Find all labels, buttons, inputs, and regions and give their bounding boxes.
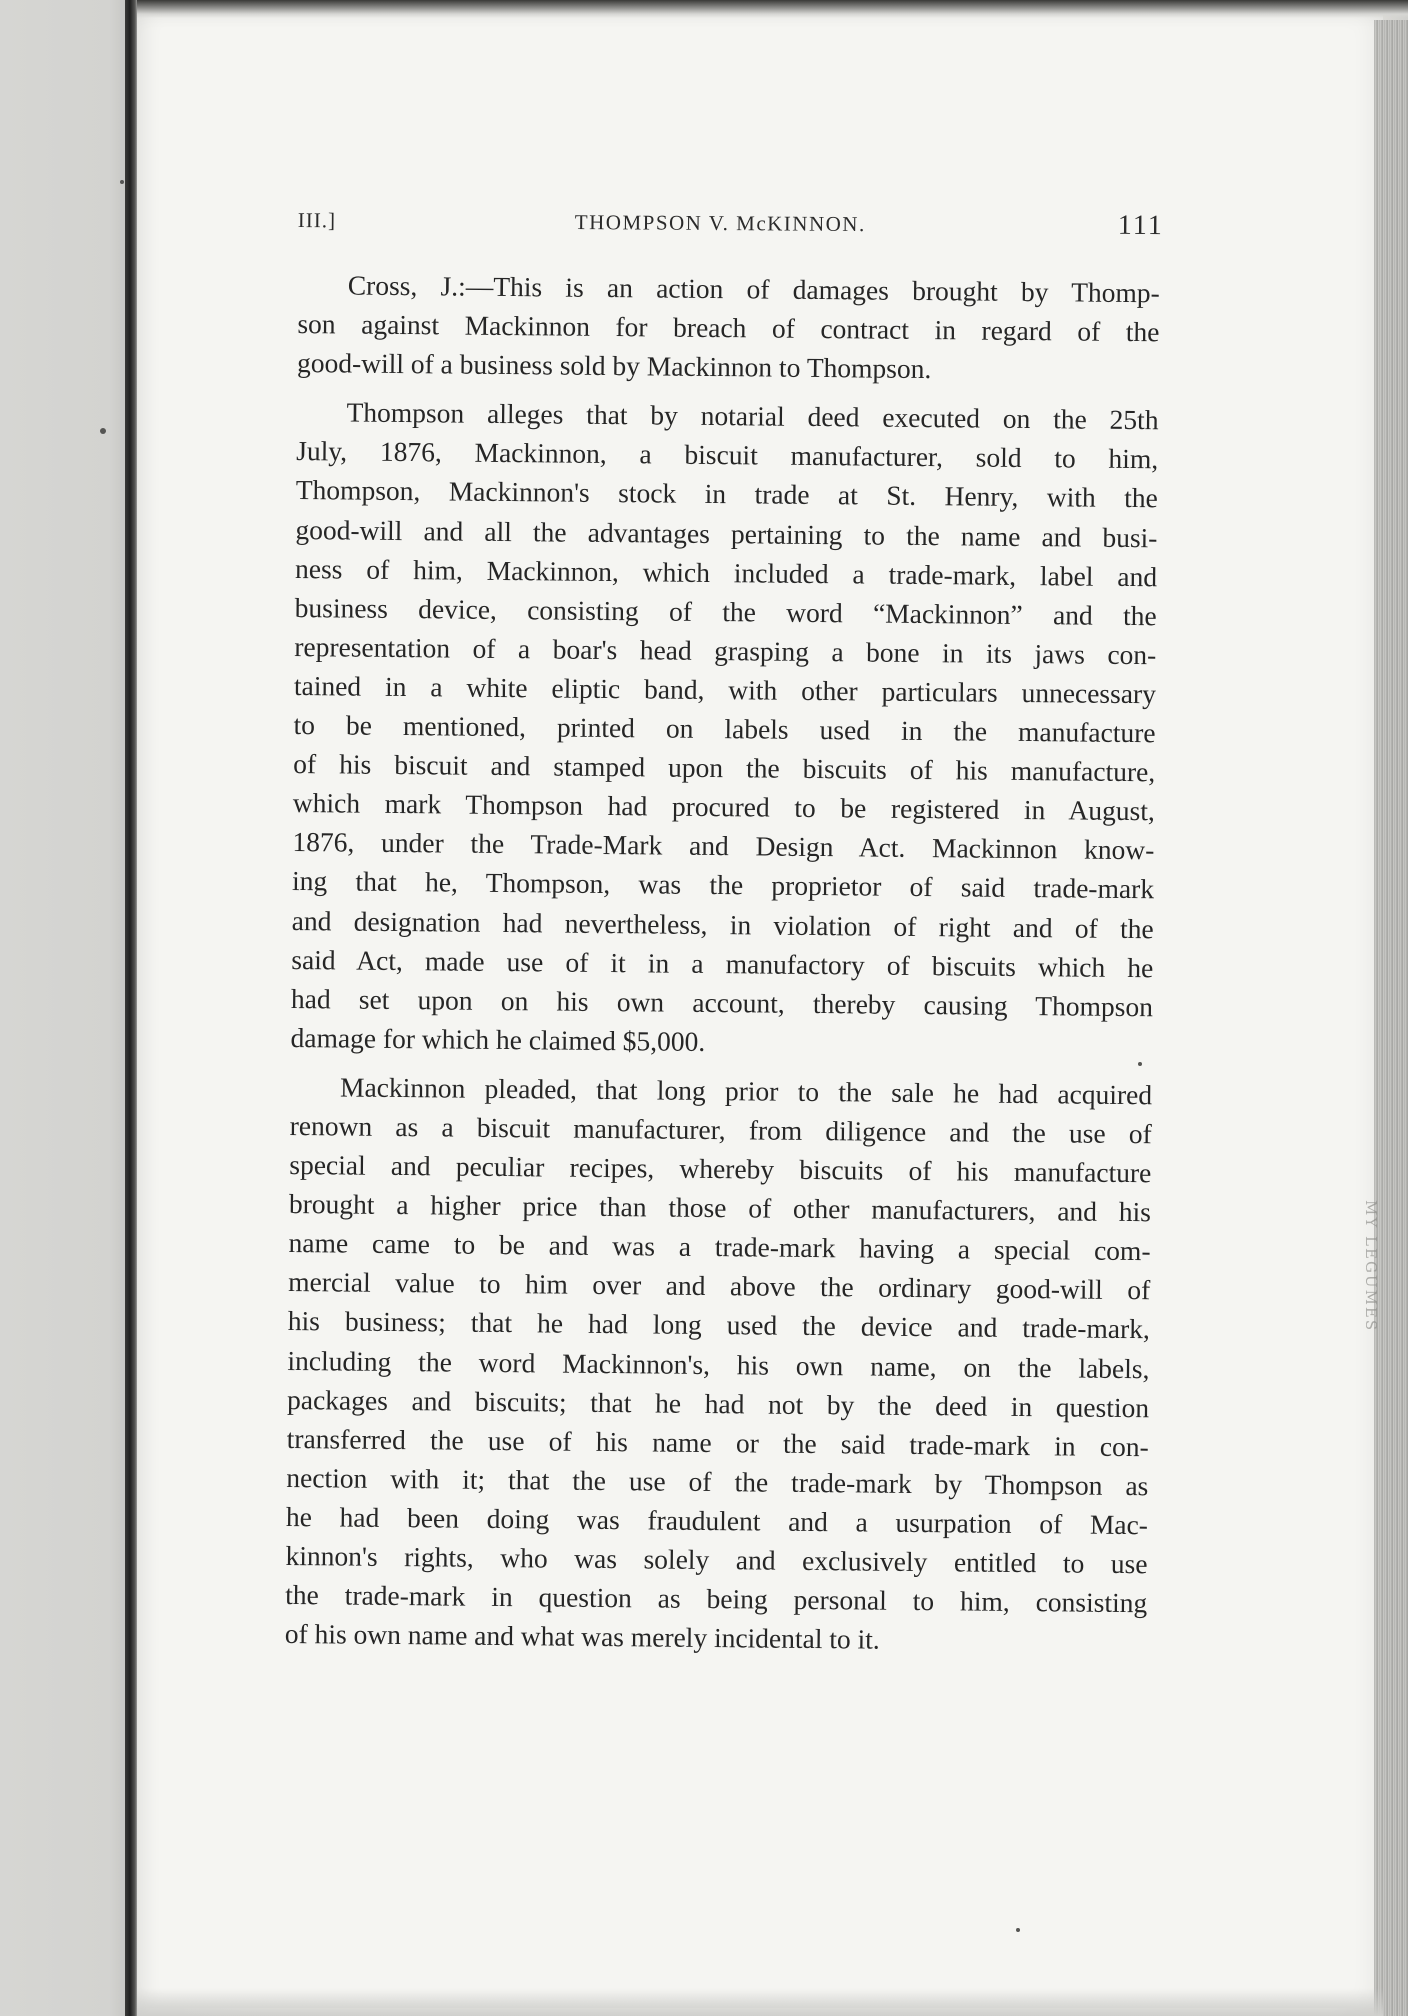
edge-bleed-text: MY LEGUMES: [1362, 1200, 1380, 1333]
paragraph-thompson-allegations: [290, 392, 1158, 1065]
text-line: renown as a biscuit manufacturer, from diligence and the use of: [289, 1109, 1152, 1150]
text-line: the trade-mark in question as being personal to him, consisting: [285, 1579, 1148, 1619]
text-line: name came to be and was a trade-mark having a special com-: [288, 1227, 1151, 1267]
text-line: ing that he, Thompson, was the proprietor of said trade-mark: [291, 865, 1155, 905]
text-line: Cross, J.:—This is an action of damages brought by Thomp-: [347, 269, 1160, 309]
text-line: representation of a boar's head grasping a bone in its jaws con-: [294, 630, 1157, 671]
running-head: [290, 200, 1170, 256]
text-line: nection with it; that the use of the trade-mark by Thompson as: [286, 1461, 1149, 1502]
page-number: 111: [1117, 209, 1164, 242]
text-line: which mark Thompson had procured to be registered in August,: [292, 787, 1155, 827]
text-line: ness of him, Mackinnon, which included a trade-mark, label and: [294, 552, 1158, 592]
body-text: [285, 265, 1160, 1671]
text-line: and designation had nevertheless, in violation of right and of the: [291, 904, 1154, 944]
ink-speck: [1016, 1928, 1020, 1932]
text-line: his business; that he had long used the device and trade-mark,: [287, 1305, 1150, 1345]
text-line: good-will of a business sold by Mackinnon to Thompson.: [296, 347, 932, 385]
text-line: July, 1876, Mackinnon, a biscuit manufacturer, sold to him,: [296, 435, 1159, 475]
left-page-margin: [0, 0, 125, 2016]
bottom-edge-shadow: [137, 1988, 1383, 2016]
text-line: tained in a white eliptic band, with other particulars unnecessary: [293, 669, 1157, 710]
text-line: damage for which he claimed $5,000.: [290, 1021, 706, 1057]
text-line: 1876, under the Trade-Mark and Design Act. Mackinnon know-: [292, 826, 1155, 866]
paragraph-cross-opinion: [297, 265, 1160, 391]
text-line: including the word Mackinnon's, his own name, on the labels,: [287, 1344, 1150, 1384]
text-line: brought a higher price than those of other manufacturers, and his: [288, 1188, 1152, 1228]
text-line: packages and biscuits; that he had not by the deed in question: [286, 1383, 1150, 1423]
section-marker: III.]: [297, 208, 337, 233]
book-gutter: [125, 0, 137, 2016]
text-line: to be mentioned, printed on labels used in the manufacture: [293, 709, 1156, 749]
top-edge-shadow: [137, 0, 1408, 18]
text-line: business device, consisting of the word “Mackinnon” and the: [294, 591, 1157, 632]
text-line: mercial value to him over and above the ordinary good-will of: [288, 1266, 1151, 1306]
text-line: he had been doing was fraudulent and a usurpation of Mac-: [285, 1500, 1149, 1541]
paragraph-mackinnon-plea: [285, 1067, 1153, 1662]
ink-speck: [100, 428, 106, 434]
text-line: transferred the use of his name or the said trade-mark in con-: [286, 1422, 1149, 1462]
text-line: Thompson, Mackinnon's stock in trade at St. Henry, with the: [295, 474, 1158, 514]
text-line: Mackinnon pleaded, that long prior to the sale he had acquired: [339, 1071, 1153, 1111]
book-page-edges: [1374, 20, 1408, 2016]
text-line: had set upon on his own account, thereby causing Thompson: [290, 982, 1154, 1022]
text-line: of his biscuit and stamped upon the biscuits of his manufacture,: [293, 748, 1156, 788]
text-line: special and peculiar recipes, whereby biscuits of his manufacture: [289, 1149, 1152, 1189]
text-line: of his own name and what was merely incidental to it.: [284, 1618, 880, 1655]
text-line: said Act, made use of it in a manufactory of biscuits which he: [291, 943, 1154, 983]
text-line: kinnon's rights, who was solely and exclusively entitled to use: [285, 1539, 1148, 1580]
text-line: Thompson alleges that by notarial deed executed on the 25th: [346, 396, 1159, 436]
text-line: son against Mackinnon for breach of contract in regard of the: [297, 308, 1160, 348]
ink-speck: [120, 180, 124, 184]
text-line: good-will and all the advantages pertaining to the name and busi-: [295, 513, 1158, 553]
case-title: THOMPSON V. McKINNON.: [574, 209, 866, 237]
